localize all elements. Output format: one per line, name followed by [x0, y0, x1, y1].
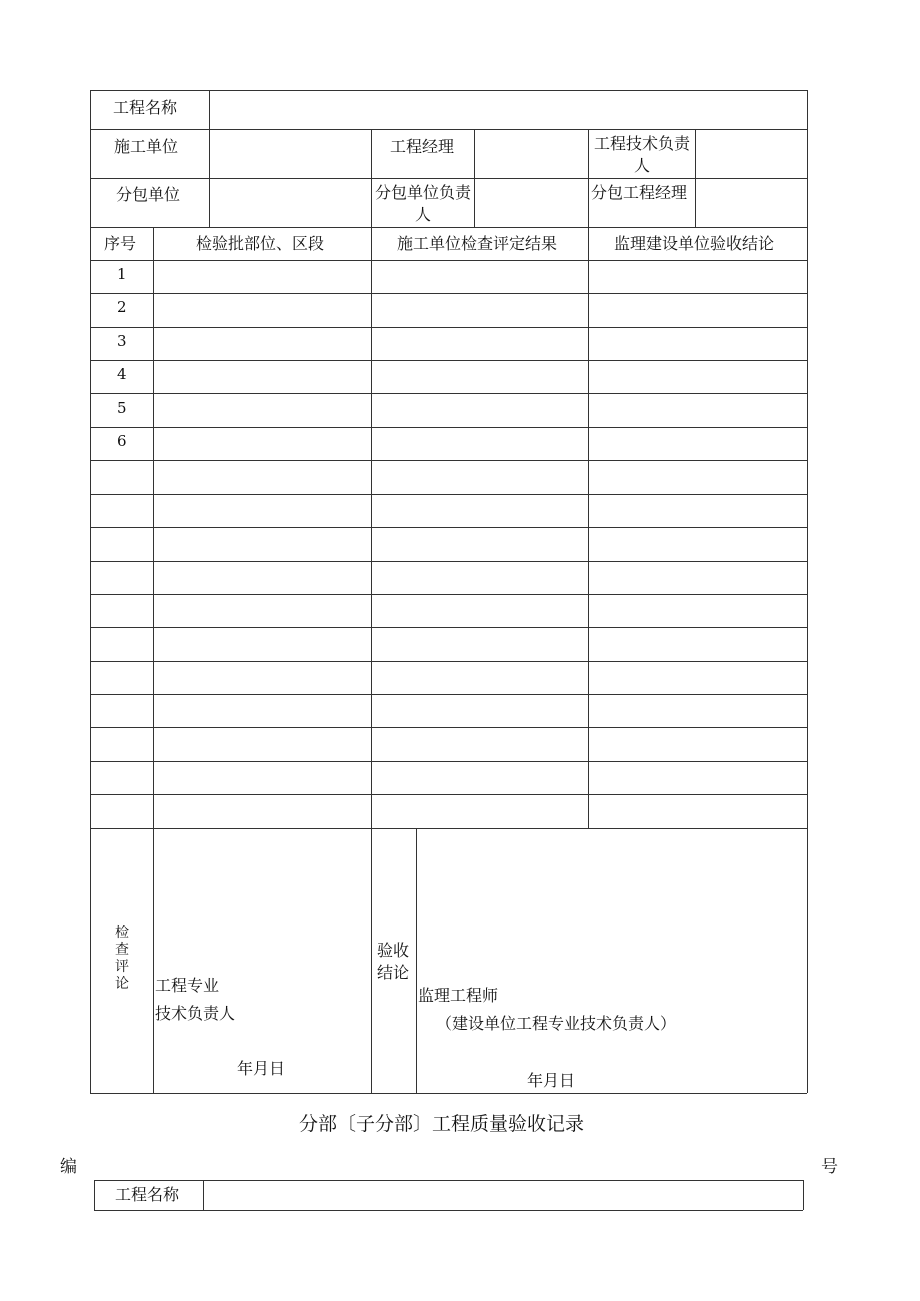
col-header-contractor-result: 施工单位检查评定结果: [397, 234, 558, 253]
date-left: 年月日: [237, 1059, 286, 1078]
row-number: 1: [117, 265, 127, 283]
acceptance-area[interactable]: [418, 830, 805, 980]
col-header-supervisor-conclusion: 监理建设单位验收结论: [614, 234, 775, 253]
project-name-label: 工程名称: [113, 98, 178, 117]
acceptance-label: 验收结论: [376, 941, 409, 982]
contractor-label: 施工单位: [114, 137, 179, 156]
col-header-location: 检验批部位、区段: [196, 234, 325, 253]
row-number: 4: [117, 365, 127, 383]
code-label-left: 编: [60, 1157, 77, 1177]
supervisor-note: （建设单位工程专业技术负责人）: [436, 1014, 677, 1033]
form2-project-name-label: 工程名称: [115, 1185, 180, 1204]
tech-lead-line2: 技术负责人: [155, 1004, 236, 1023]
form2-project-name-value[interactable]: [205, 1182, 801, 1209]
tech-lead-label: 工程技术负责人: [593, 134, 690, 175]
contractor-value[interactable]: [211, 131, 369, 176]
subcontractor-value[interactable]: [211, 180, 369, 225]
sub-manager-label: 分包工程经理: [591, 183, 688, 202]
project-name-value[interactable]: [211, 92, 805, 127]
code-label-right: 号: [821, 1157, 838, 1177]
sub-lead-value[interactable]: [476, 180, 586, 225]
check-comment-area[interactable]: [155, 830, 369, 970]
tech-lead-value[interactable]: [697, 131, 805, 176]
row-number: 5: [117, 399, 127, 417]
row-number: 6: [117, 432, 127, 450]
tech-lead-line1: 工程专业: [155, 976, 220, 995]
supervisor-label: 监理工程师: [418, 986, 499, 1005]
row-number: 2: [117, 298, 127, 316]
subcontractor-label: 分包单位: [116, 185, 181, 204]
check-comment-label: 检查评论: [115, 925, 129, 992]
date-right: 年月日: [527, 1071, 576, 1090]
form2-title: 分部〔子分部〕工程质量验收记录: [299, 1113, 585, 1135]
col-header-no: 序号: [104, 234, 137, 253]
sub-lead-label: 分包单位负责人: [374, 183, 471, 224]
row-number: 3: [117, 332, 127, 350]
sub-manager-value[interactable]: [697, 180, 805, 225]
project-manager-label: 工程经理: [390, 137, 455, 156]
project-manager-value[interactable]: [476, 131, 586, 176]
